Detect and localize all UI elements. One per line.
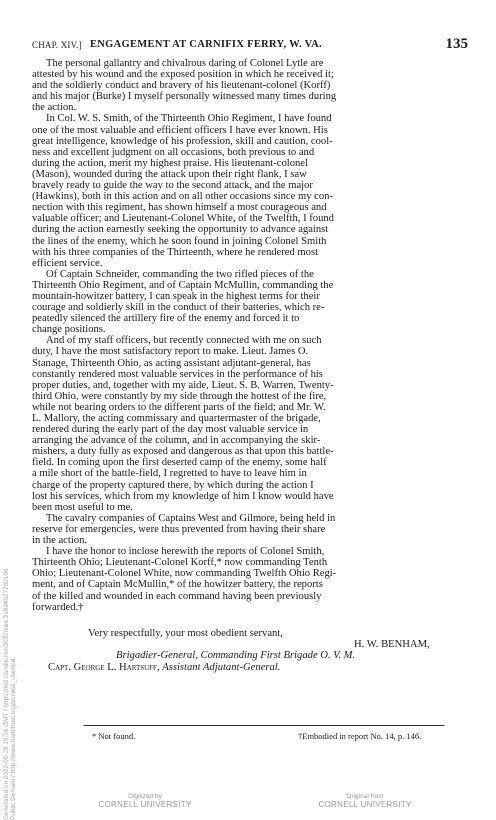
text-line: efficient service. bbox=[32, 257, 103, 269]
text-line: valuable officer; and Lieutenant-Colonel White, of the Twelfth, I found bbox=[32, 213, 334, 225]
text-line: duty, I have the most satisfactory report to make. Lieut. James O. bbox=[32, 346, 309, 358]
paragraph bbox=[32, 335, 468, 513]
text-line: proper duties, and, together with my aide, Lieut. S. B. Warren, Twenty- bbox=[32, 379, 334, 391]
text-line: Of Captain Schneider, commanding the two rifled pieces of the bbox=[46, 268, 314, 280]
text-line: constantly rendered most valuable services in the performance of his bbox=[32, 368, 323, 380]
text-line: Stanage, Thirteenth Ohio, as acting assistant adjutant-general, has bbox=[32, 357, 311, 369]
text-line: The cavalry companies of Captains West and Gilmore, being held in bbox=[46, 512, 336, 524]
text-line: (Mason), wounded during the attack upon their right flank, I saw bbox=[32, 168, 307, 180]
text-line: In Col. W. S. Smith, of the Thirteenth Ohio Regiment, I have found bbox=[46, 113, 332, 125]
text-line: attested by his wound and the exposed position in which he received it; bbox=[32, 69, 334, 81]
report-body bbox=[32, 58, 468, 613]
text-line: ness and excellent judgment on all occasions, both previous to and bbox=[32, 146, 315, 158]
text-line: field. In coming upon the first deserted camp of the enemy, some half bbox=[32, 457, 327, 469]
footnote-not-found: * Not found. bbox=[92, 731, 136, 741]
text-line: while not bearing orders to the different parts of the field; and Mr. W. bbox=[32, 401, 326, 413]
digitized-by-small: Digitized by bbox=[128, 793, 162, 800]
text-line: bravely ready to guide the way to the second attack, and the major bbox=[32, 180, 313, 192]
attest-name: Capt. George L. Hartsuff, bbox=[48, 662, 160, 673]
page-title: ENGAGEMENT AT CARNIFIX FERRY, W. VA. bbox=[90, 39, 322, 50]
text-line: a mile short of the battle-field, I regretted to have to leave him in bbox=[32, 468, 307, 480]
original-from-small: Original from bbox=[346, 793, 384, 800]
attest-title: Assistant Adjutant-General. bbox=[162, 662, 281, 673]
footnote-rule bbox=[84, 725, 444, 726]
chapter-label: CHAP. XIV.] bbox=[32, 40, 82, 50]
text-line: and the soldierly conduct and bravery of his lieutenant-colonel (Korff) bbox=[32, 80, 331, 92]
text-line: mishers, a duty fully as exposed and dangerous as that upon this battle- bbox=[32, 446, 334, 458]
text-line: one of the most valuable and efficient officers I have ever known. His bbox=[32, 124, 328, 136]
original-from-institution: CORNELL UNIVERSITY bbox=[318, 800, 412, 809]
text-line: (Hawkins), both in this action and on all other occasions since my con- bbox=[32, 191, 333, 203]
text-line: peatedly silenced the artillery fire of the enemy and forced it to bbox=[32, 313, 300, 325]
text-line: in the action. bbox=[32, 535, 88, 547]
original-from-label bbox=[300, 793, 430, 809]
text-line: forwarded.† bbox=[32, 601, 84, 613]
footnote-embodied: †Embodied in report No. 14, p. 146. bbox=[298, 731, 422, 741]
signature-rank: Brigadier-General, Commanding First Brigade O. V. M. bbox=[116, 650, 356, 661]
text-line: during the action, merit my highest praise. His lieutenant-colonel bbox=[32, 157, 308, 169]
digitized-by-label bbox=[80, 793, 210, 809]
text-line: mountain-howitzer battery, I can speak in the highest terms for their bbox=[32, 290, 320, 302]
text-line: The personal gallantry and chivalrous daring of Colonel Lytle are bbox=[46, 58, 324, 69]
text-line: been most useful to me. bbox=[32, 501, 133, 513]
text-line: nection with this regiment, has shown himself a most courageous and bbox=[32, 202, 327, 214]
digitized-by-institution: CORNELL UNIVERSITY bbox=[98, 800, 192, 809]
text-line: the action. bbox=[32, 102, 77, 114]
text-line: rendered during the early part of the day most valuable service in bbox=[32, 424, 309, 436]
text-line: arranging the advance of the column, and in accompanying the skir- bbox=[32, 435, 321, 447]
paragraph bbox=[32, 513, 468, 546]
watermark-public-domain: Public Domain / http://www.hathitrust.org/access_use#pd bbox=[10, 658, 18, 820]
paragraph bbox=[32, 546, 468, 613]
paragraph bbox=[32, 58, 468, 113]
text-line: charge of the property captured there, by which during the action I bbox=[32, 479, 314, 491]
text-line: of the killed and wounded in each command having been previously bbox=[32, 590, 322, 602]
text-line: Ohio; Lieutenant-Colonel White, now commanding Twelfth Ohio Regi- bbox=[32, 568, 337, 580]
text-line: ment, and of Captain McMullin,* of the howitzer battery, the reports bbox=[32, 579, 323, 591]
text-line: third Ohio, were constantly by my side through the hottest of the fire, bbox=[32, 390, 327, 402]
text-line: reserve for emergencies, were thus prevented from having their share bbox=[32, 523, 326, 535]
text-line: And of my staff officers, but recently connected with me on such bbox=[46, 335, 322, 347]
text-line: L. Mallory, the acting commissary and quartermaster of the brigade, bbox=[32, 413, 321, 424]
text-line: with his three companies of the Thirteenth, where he rendered most bbox=[32, 246, 319, 258]
text-line: I have the honor to inclose herewith the reports of Colonel Smith, bbox=[46, 546, 325, 558]
watermark-generated: Generated on 2022-05-28 16:56 GMT / https://hdl.handle.net/2027/coo.31924077730194 bbox=[3, 568, 10, 820]
paragraph bbox=[32, 269, 468, 336]
text-line: lost his services, which from my knowledge of him I know would have bbox=[32, 490, 334, 502]
text-line: the lines of the enemy, which he soon found in joining Colonel Smith bbox=[32, 235, 327, 247]
text-line: change positions. bbox=[32, 324, 106, 336]
paragraph bbox=[32, 113, 468, 268]
text-line: Thirteenth Ohio Regiment, and of Captain McMullin, commanding the bbox=[32, 279, 334, 291]
attest-line bbox=[48, 662, 280, 673]
page-number: 135 bbox=[445, 36, 468, 52]
text-line: and his major (Burke) I myself personally witnessed many times during bbox=[32, 91, 337, 103]
salutation: Very respectfully, your most obedient servant, bbox=[88, 628, 283, 639]
text-line: courage and soldierly skill in the conduct of their batteries, which re- bbox=[32, 302, 325, 314]
signature: H. W. BENHAM, bbox=[354, 639, 430, 650]
text-line: great intelligence, knowledge of his profession, skill and caution, cool- bbox=[32, 135, 333, 147]
running-header bbox=[32, 36, 468, 54]
text-line: Thirteenth Ohio; Lieutenant-Colonel Korff,* now commanding Tenth bbox=[32, 557, 328, 569]
text-line: during the action earnestly seeking the opportunity to advance against bbox=[32, 224, 329, 236]
provenance-watermark bbox=[3, 569, 18, 820]
